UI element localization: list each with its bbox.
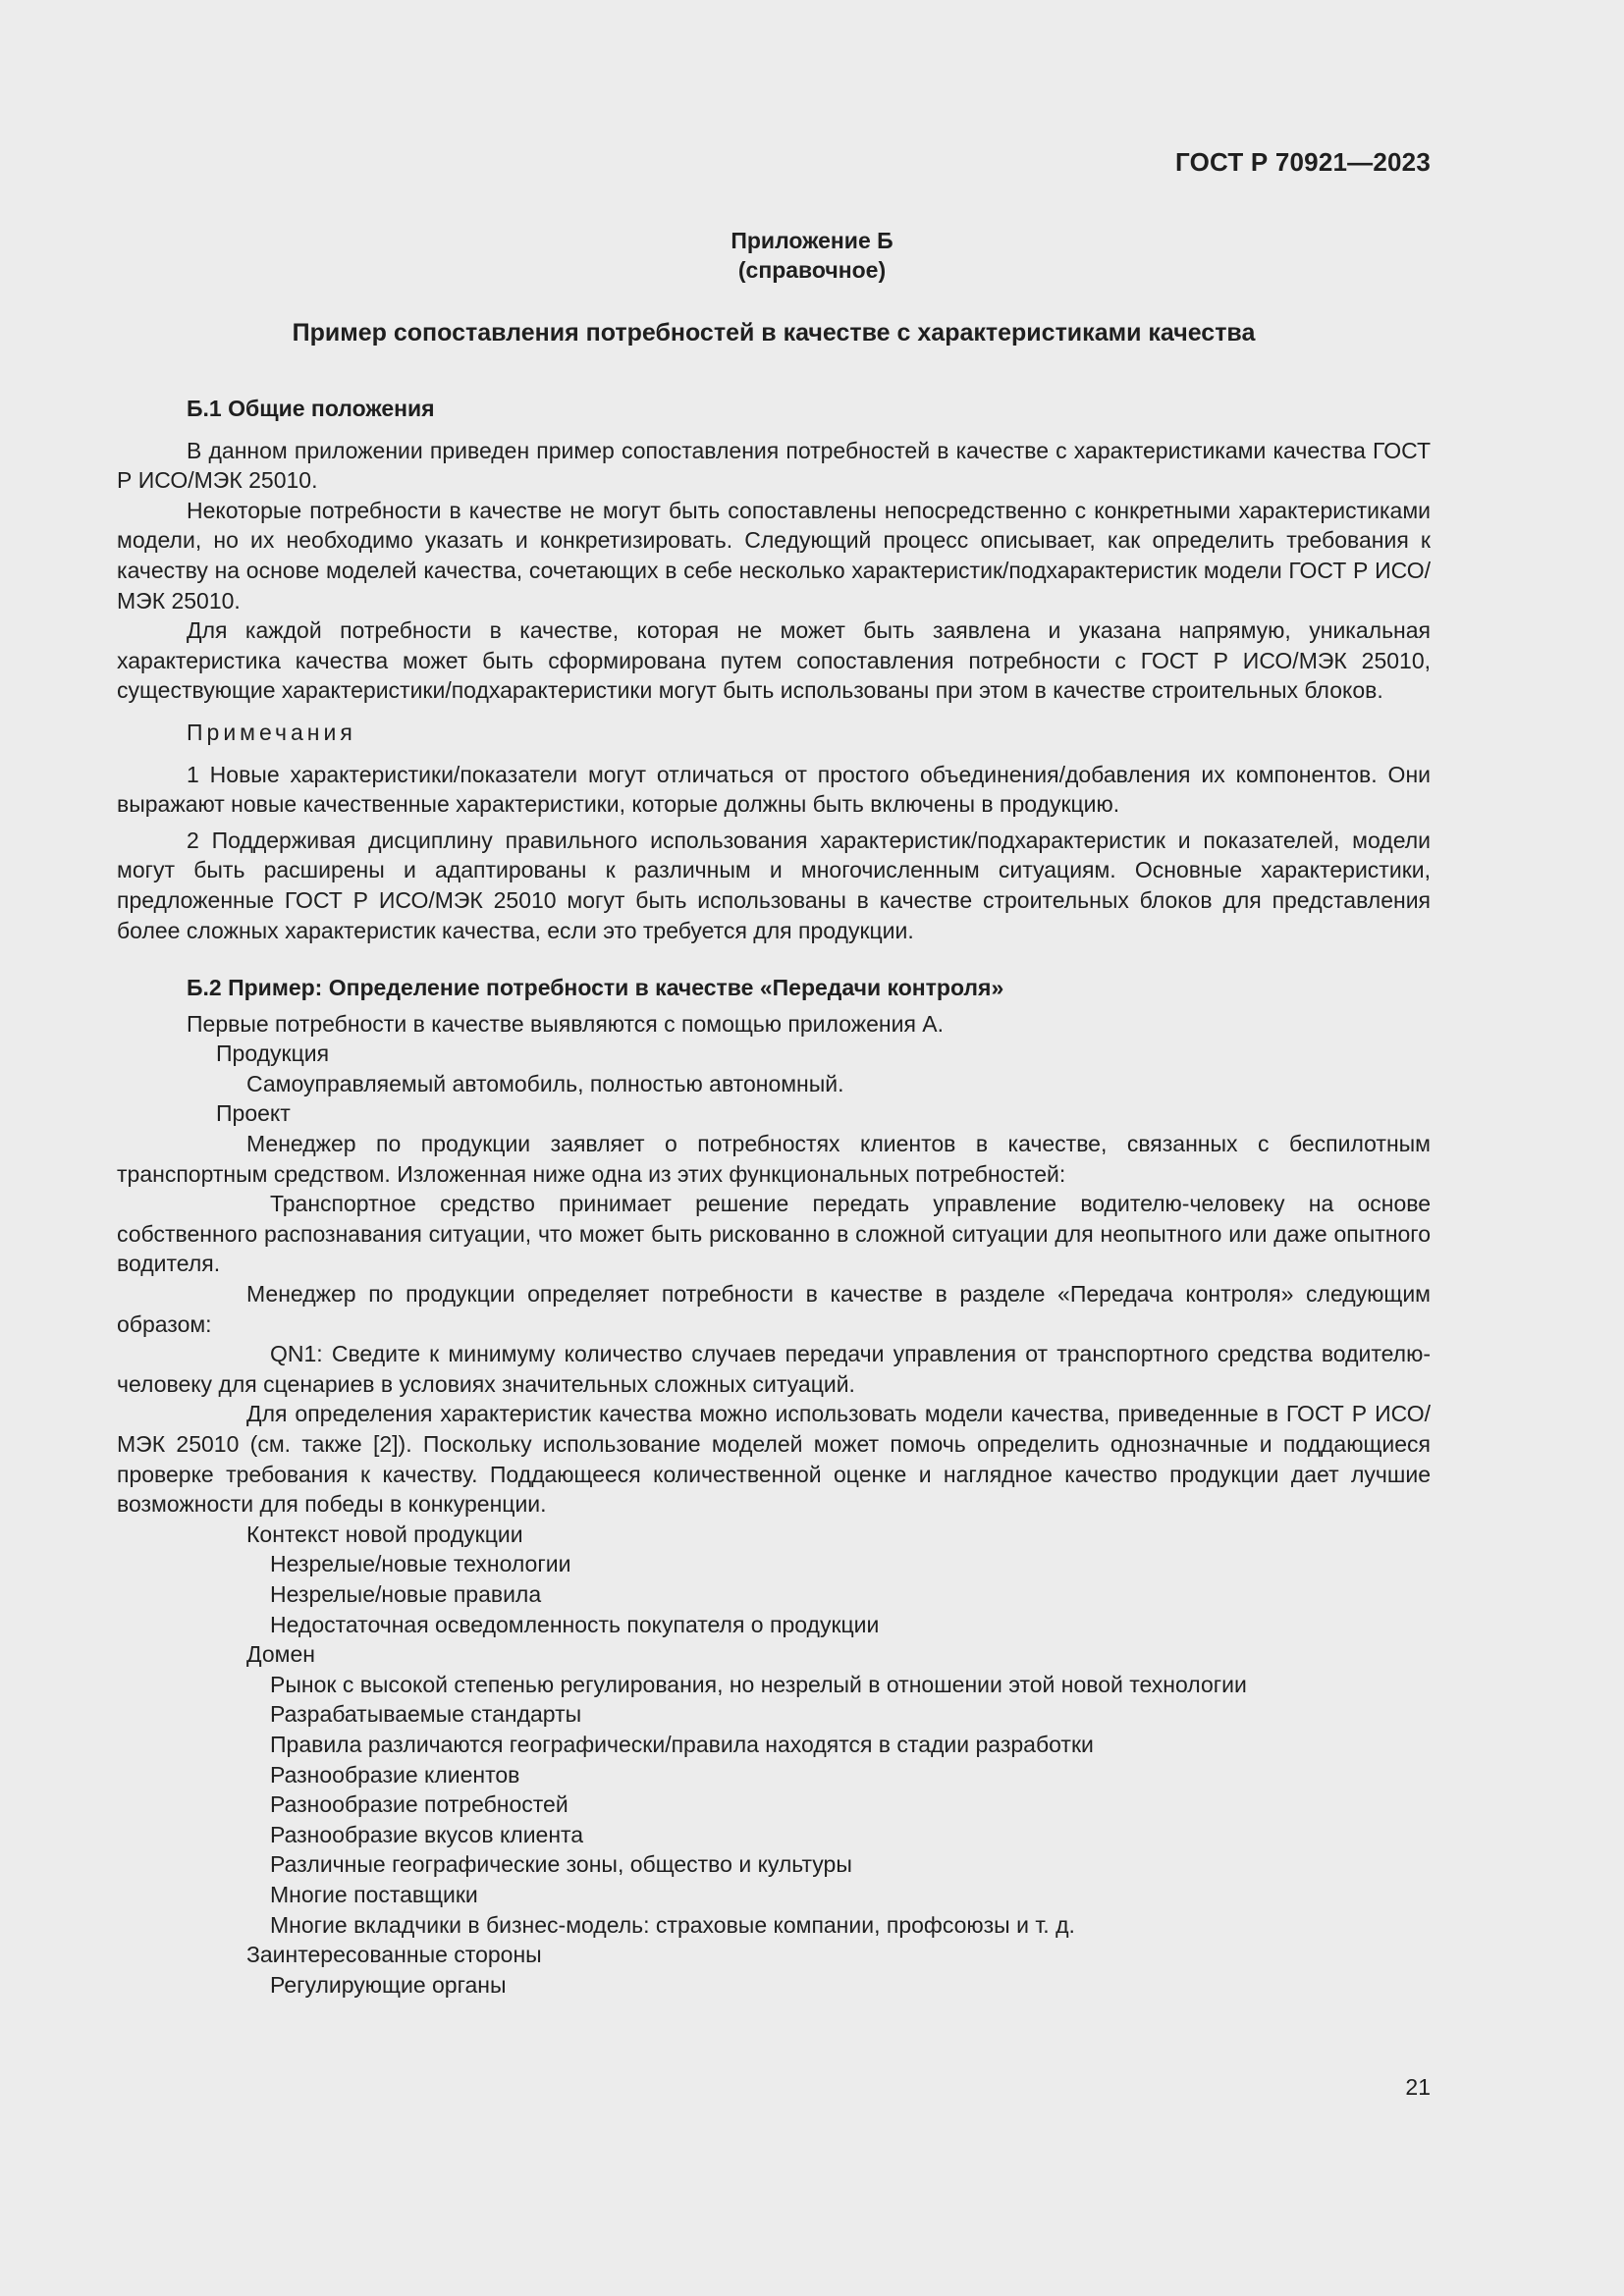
- paragraph: Для каждой потребности в качестве, которая не может быть заявлена и указана напрямую, уникальная характеристика качества может быть сформирована путем сопоставления потребности с ГОСТ Р ИСО/МЭК 25010, существующие характеристики/подхарактеристики могут быть использованы при этом в качестве строительных блоков.: [117, 617, 1431, 704]
- list-item: Правила различаются географически/правила находятся в стадии разработки: [270, 1731, 1094, 1757]
- list-item: Незрелые/новые правила: [270, 1580, 542, 1607]
- manager-text: Менеджер по продукции заявляет о потребностях клиентов в качестве, связанных с беспилотным транспортным средством. Изложенная ниже одна из этих функциональных потребностей:: [117, 1131, 1431, 1187]
- domain-label: Домен: [246, 1641, 315, 1668]
- manager-defines-text: Менеджер по продукции определяет потребности в качестве в разделе «Передача контроля» следующим образом:: [117, 1281, 1431, 1337]
- paragraph: Некоторые потребности в качестве не могут быть сопоставлены непосредственно с конкретными характеристиками модели, но их необходимо указать и конкретизировать. Следующий процесс описывает, как определить требования к качеству на основе моделей качества, сочетающих в себе несколько характеристик/подхарактеристик модели ГОСТ Р ИСО/МЭК 25010.: [117, 497, 1431, 614]
- list-item: Регулирующие органы: [270, 1971, 507, 1998]
- list-item: Разнообразие потребностей: [270, 1791, 568, 1818]
- annex-label: Приложение Б: [731, 228, 893, 253]
- list-item: Рынок с высокой степенью регулирования, но незрелый в отношении этой новой технологии: [270, 1671, 1247, 1697]
- note-item: 2 Поддерживая дисциплину правильного использования характеристик/подхарактеристик и показателей, модели могут быть расширены и адаптированы к различным и многочисленным ситуациям. Основные характеристики, предложенные ГОСТ Р ИСО/МЭК 25010 могут быть использованы в качестве строительных блоков для представления более сложных характеристик качества, если это требуется для продукции.: [117, 827, 1431, 943]
- annex-title: Пример сопоставления потребностей в качестве с характеристиками качества: [292, 319, 1256, 347]
- section-1-heading: Б.1 Общие положения: [187, 396, 435, 421]
- list-item: Многие поставщики: [270, 1881, 478, 1907]
- annex-kind: (справочное): [737, 257, 887, 283]
- context-label: Контекст новой продукции: [246, 1521, 523, 1547]
- list-item: Разнообразие клиентов: [270, 1761, 520, 1788]
- stakeholders-label: Заинтересованные стороны: [246, 1942, 542, 1968]
- list-item: Недостаточная осведомленность покупателя о продукции: [270, 1611, 880, 1637]
- project-label: Проект: [216, 1100, 291, 1127]
- note-item: 1 Новые характеристики/показатели могут отличаться от простого объединения/добавления их компонентов. Они выражают новые качественные характеристики, которые должны быть включены в продукцию.: [117, 761, 1431, 818]
- qn1-text: QN1: Сведите к минимуму количество случаев передачи управления от транспортного средства водителю-человеку для сценариев в условиях значительных сложных ситуаций.: [117, 1341, 1431, 1397]
- list-item: Разнообразие вкусов клиента: [270, 1821, 584, 1847]
- standard-code: ГОСТ Р 70921—2023: [1175, 147, 1431, 177]
- models-text: Для определения характеристик качества можно использовать модели качества, приведенные в ГОСТ Р ИСО/МЭК 25010 (см. также [2]). Поскольку использование моделей может помочь определить однозначные и поддающиеся проверке требования к качеству. Поддающееся количественной оценке и наглядное качество продукции дает лучшие возможности для победы в конкуренции.: [117, 1401, 1431, 1518]
- notes-label: Примечания: [187, 719, 356, 745]
- paragraph: В данном приложении приведен пример сопоставления потребностей в качестве с характеристиками качества ГОСТ Р ИСО/МЭК 25010.: [117, 437, 1431, 494]
- section-2-heading: Б.2 Пример: Определение потребности в качестве «Передачи контроля»: [187, 975, 1004, 1001]
- vehicle-text: Транспортное средство принимает решение передать управление водителю-человеку на основе собственного распознавания ситуации, что может быть рискованно в сложной ситуации для неопытного или даже опытного водителя.: [117, 1191, 1431, 1277]
- annex-heading: [0, 226, 1624, 285]
- list-item: Незрелые/новые технологии: [270, 1551, 571, 1577]
- product-value: Самоуправляемый автомобиль, полностью автономный.: [246, 1070, 844, 1096]
- list-item: Различные географические зоны, общество и культуры: [270, 1851, 852, 1878]
- product-label: Продукция: [216, 1041, 330, 1067]
- list-item: Разрабатываемые стандарты: [270, 1701, 582, 1728]
- page-number: 21: [1405, 2074, 1431, 2100]
- list-item: Многие вкладчики в бизнес-модель: страховые компании, профсоюзы и т. д.: [270, 1911, 1075, 1938]
- document-body: [117, 394, 1431, 2000]
- section-2-intro: Первые потребности в качестве выявляются с помощью приложения А.: [187, 1010, 945, 1037]
